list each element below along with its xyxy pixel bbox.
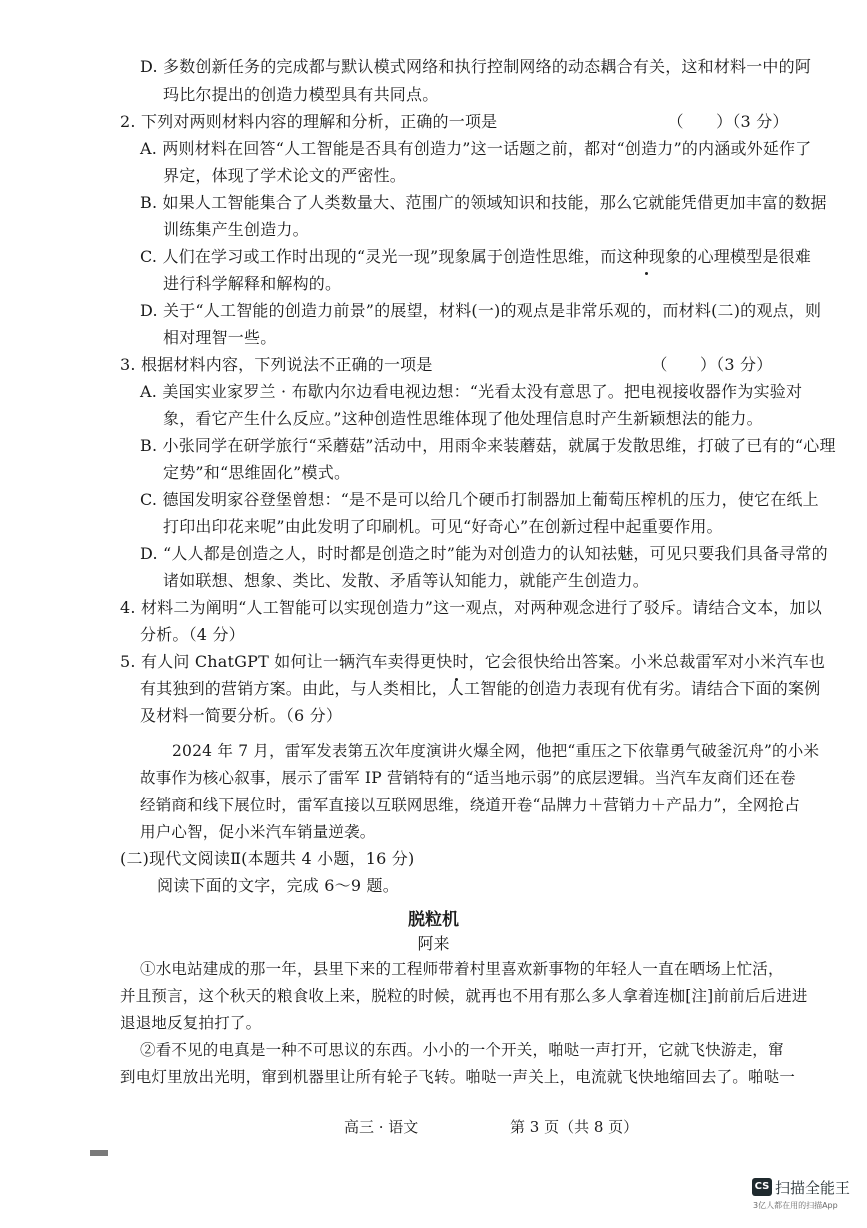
q3-option-d-line1: D. “人人都是创造之人，时时都是创造之时”能为对创造力的认知祛魅，可见只要我们具备寻常的 xyxy=(140,544,828,563)
q3-option-a-line1: A. 美国实业家罗兰 · 布歇内尔边看电视边想：“光看太没有意思了。把电视接收器作为实验对 xyxy=(140,382,803,401)
camscanner-logo-icon: CS xyxy=(752,1178,772,1196)
q2-option-c-line1: C. 人们在学习或工作时出现的“灵光一现”现象属于创造性思维，而这种现象的心理模型是很难 xyxy=(140,247,812,266)
passage-para1-line1: ①水电站建成的那一年，县里下来的工程师带着村里喜欢新事物的年轻人一直在晒场上忙活， xyxy=(140,960,784,978)
question-3: 3. 根据材料内容，下列说法不正确的一项是 （ ）（3 分） xyxy=(120,355,773,374)
camscanner-tagline: 3亿人都在用的扫描App xyxy=(753,1201,838,1210)
question-2: 2. 下列对两则材料内容的理解和分析，正确的一项是 （ ）（3 分） xyxy=(120,112,789,131)
question-4-line1: 4. 材料二为阐明“人工智能可以实现创造力”这一观点，对两种观念进行了驳斥。请结合文本，加以 xyxy=(120,598,822,617)
passage-para1-line3: 退退地反复拍打了。 xyxy=(120,1014,262,1032)
camscanner-name: 扫描全能王 xyxy=(775,1179,851,1197)
scan-artifact xyxy=(90,1150,108,1156)
question-5-line3: 及材料一简要分析。（6 分） xyxy=(140,706,343,725)
case-line4: 用户心智，促小米汽车销量逆袭。 xyxy=(140,823,376,841)
passage-para1-line2: 并且预言，这个秋天的粮食收上来，脱粒的时候，就再也不用有那么多人拿着连枷[注]前前后后进进 xyxy=(120,987,808,1005)
q3-option-d-line2: 诸如联想、想象、类比、发散、矛盾等认知能力，就能产生创造力。 xyxy=(163,571,650,590)
q2-option-b-line1: B. 如果人工智能集合了人类数量大、范围广的领域知识和技能，那么它就能凭借更加丰富的数据 xyxy=(140,193,827,212)
q3-option-c-line1: C. 德国发明家谷登堡曾想：“是不是可以给几个硬币打制器加上葡萄压榨机的压力，使它在纸上 xyxy=(140,490,819,509)
q2-option-d-line2: 相对理智一些。 xyxy=(163,328,277,347)
option-d-line2: 玛比尔提出的创造力模型具有共同点。 xyxy=(163,85,439,104)
question-4-line2: 分析。（4 分） xyxy=(140,625,245,644)
passage-para2-line1: ②看不见的电真是一种不可思议的东西。小小的一个开关，啪哒一声打开，它就飞快游走，窜 xyxy=(140,1041,784,1059)
q2-option-a-line2: 界定，体现了学术论文的严密性。 xyxy=(163,166,407,185)
q2-option-a-line1: A. 两则材料在回答“人工智能是否具有创造力”这一话题之前，都对“创造力”的内涵或外延作了 xyxy=(140,139,812,158)
q3-option-b-line1: B. 小张同学在研学旅行“采蘑菇”活动中，用雨伞来装蘑菇，就属于发散思维，打破了已有的“心理 xyxy=(140,436,836,455)
passage-para2-line2: 到电灯里放出光明，窜到机器里让所有轮子飞转。啪哒一声关上，电流就飞快地缩回去了。啪哒一 xyxy=(120,1068,796,1086)
q3-option-b-line2: 定势”和“思维固化”模式。 xyxy=(163,463,351,482)
case-line3: 经销商和线下展位时，雷军直接以互联网思维，绕道开卷“品牌力＋营销力＋产品力”，全网抢占 xyxy=(140,796,800,814)
q2-option-b-line2: 训练集产生创造力。 xyxy=(163,220,309,239)
question-5-line1: 5. 有人问 ChatGPT 如何让一辆汽车卖得更快时，它会很快给出答案。小米总裁雷军对小米汽车也 xyxy=(120,652,826,671)
section-heading: (二)现代文阅读Ⅱ(本题共 4 小题，16 分) xyxy=(120,849,415,868)
footer-page-number: 第 3 页（共 8 页） xyxy=(510,1118,639,1136)
case-line2: 故事作为核心叙事，展示了雷军 IP 营销特有的“适当地示弱”的底层逻辑。当汽车友商们还在卷 xyxy=(140,769,796,787)
footer-subject: 高三 · 语文 xyxy=(344,1118,419,1136)
emphasis-dot xyxy=(645,272,648,275)
passage-author: 阿来 xyxy=(417,934,450,953)
section-instruction: 阅读下面的文字，完成 6～9 题。 xyxy=(157,876,399,895)
case-line1: 2024 年 7 月，雷军发表第五次年度演讲火爆全网，他把“重压之下依靠勇气破釜沉舟”的小米 xyxy=(172,742,820,760)
q3-option-a-line2: 象，看它产生什么反应。”这种创造性思维体现了他处理信息时产生新颖想法的能力。 xyxy=(163,409,763,428)
q2-option-d-line1: D. 关于“人工智能的创造力前景”的展望，材料(一)的观点是非常乐观的，而材料(二)的观点，则 xyxy=(140,301,822,320)
passage-title: 脱粒机 xyxy=(408,910,459,930)
q3-option-c-line2: 打印出印花来呢”由此发明了印刷机。可见“好奇心”在创新过程中起重要作用。 xyxy=(163,517,723,536)
question-5-line2: 有其独到的营销方案。由此，与人类相比，人工智能的创造力表现有优有劣。请结合下面的案例 xyxy=(140,679,821,698)
option-d-line1: D. 多数创新任务的完成都与默认模式网络和执行控制网络的动态耦合有关，这和材料一中的阿 xyxy=(140,57,812,76)
q2-option-c-line2: 进行科学解释和解构的。 xyxy=(163,274,342,293)
